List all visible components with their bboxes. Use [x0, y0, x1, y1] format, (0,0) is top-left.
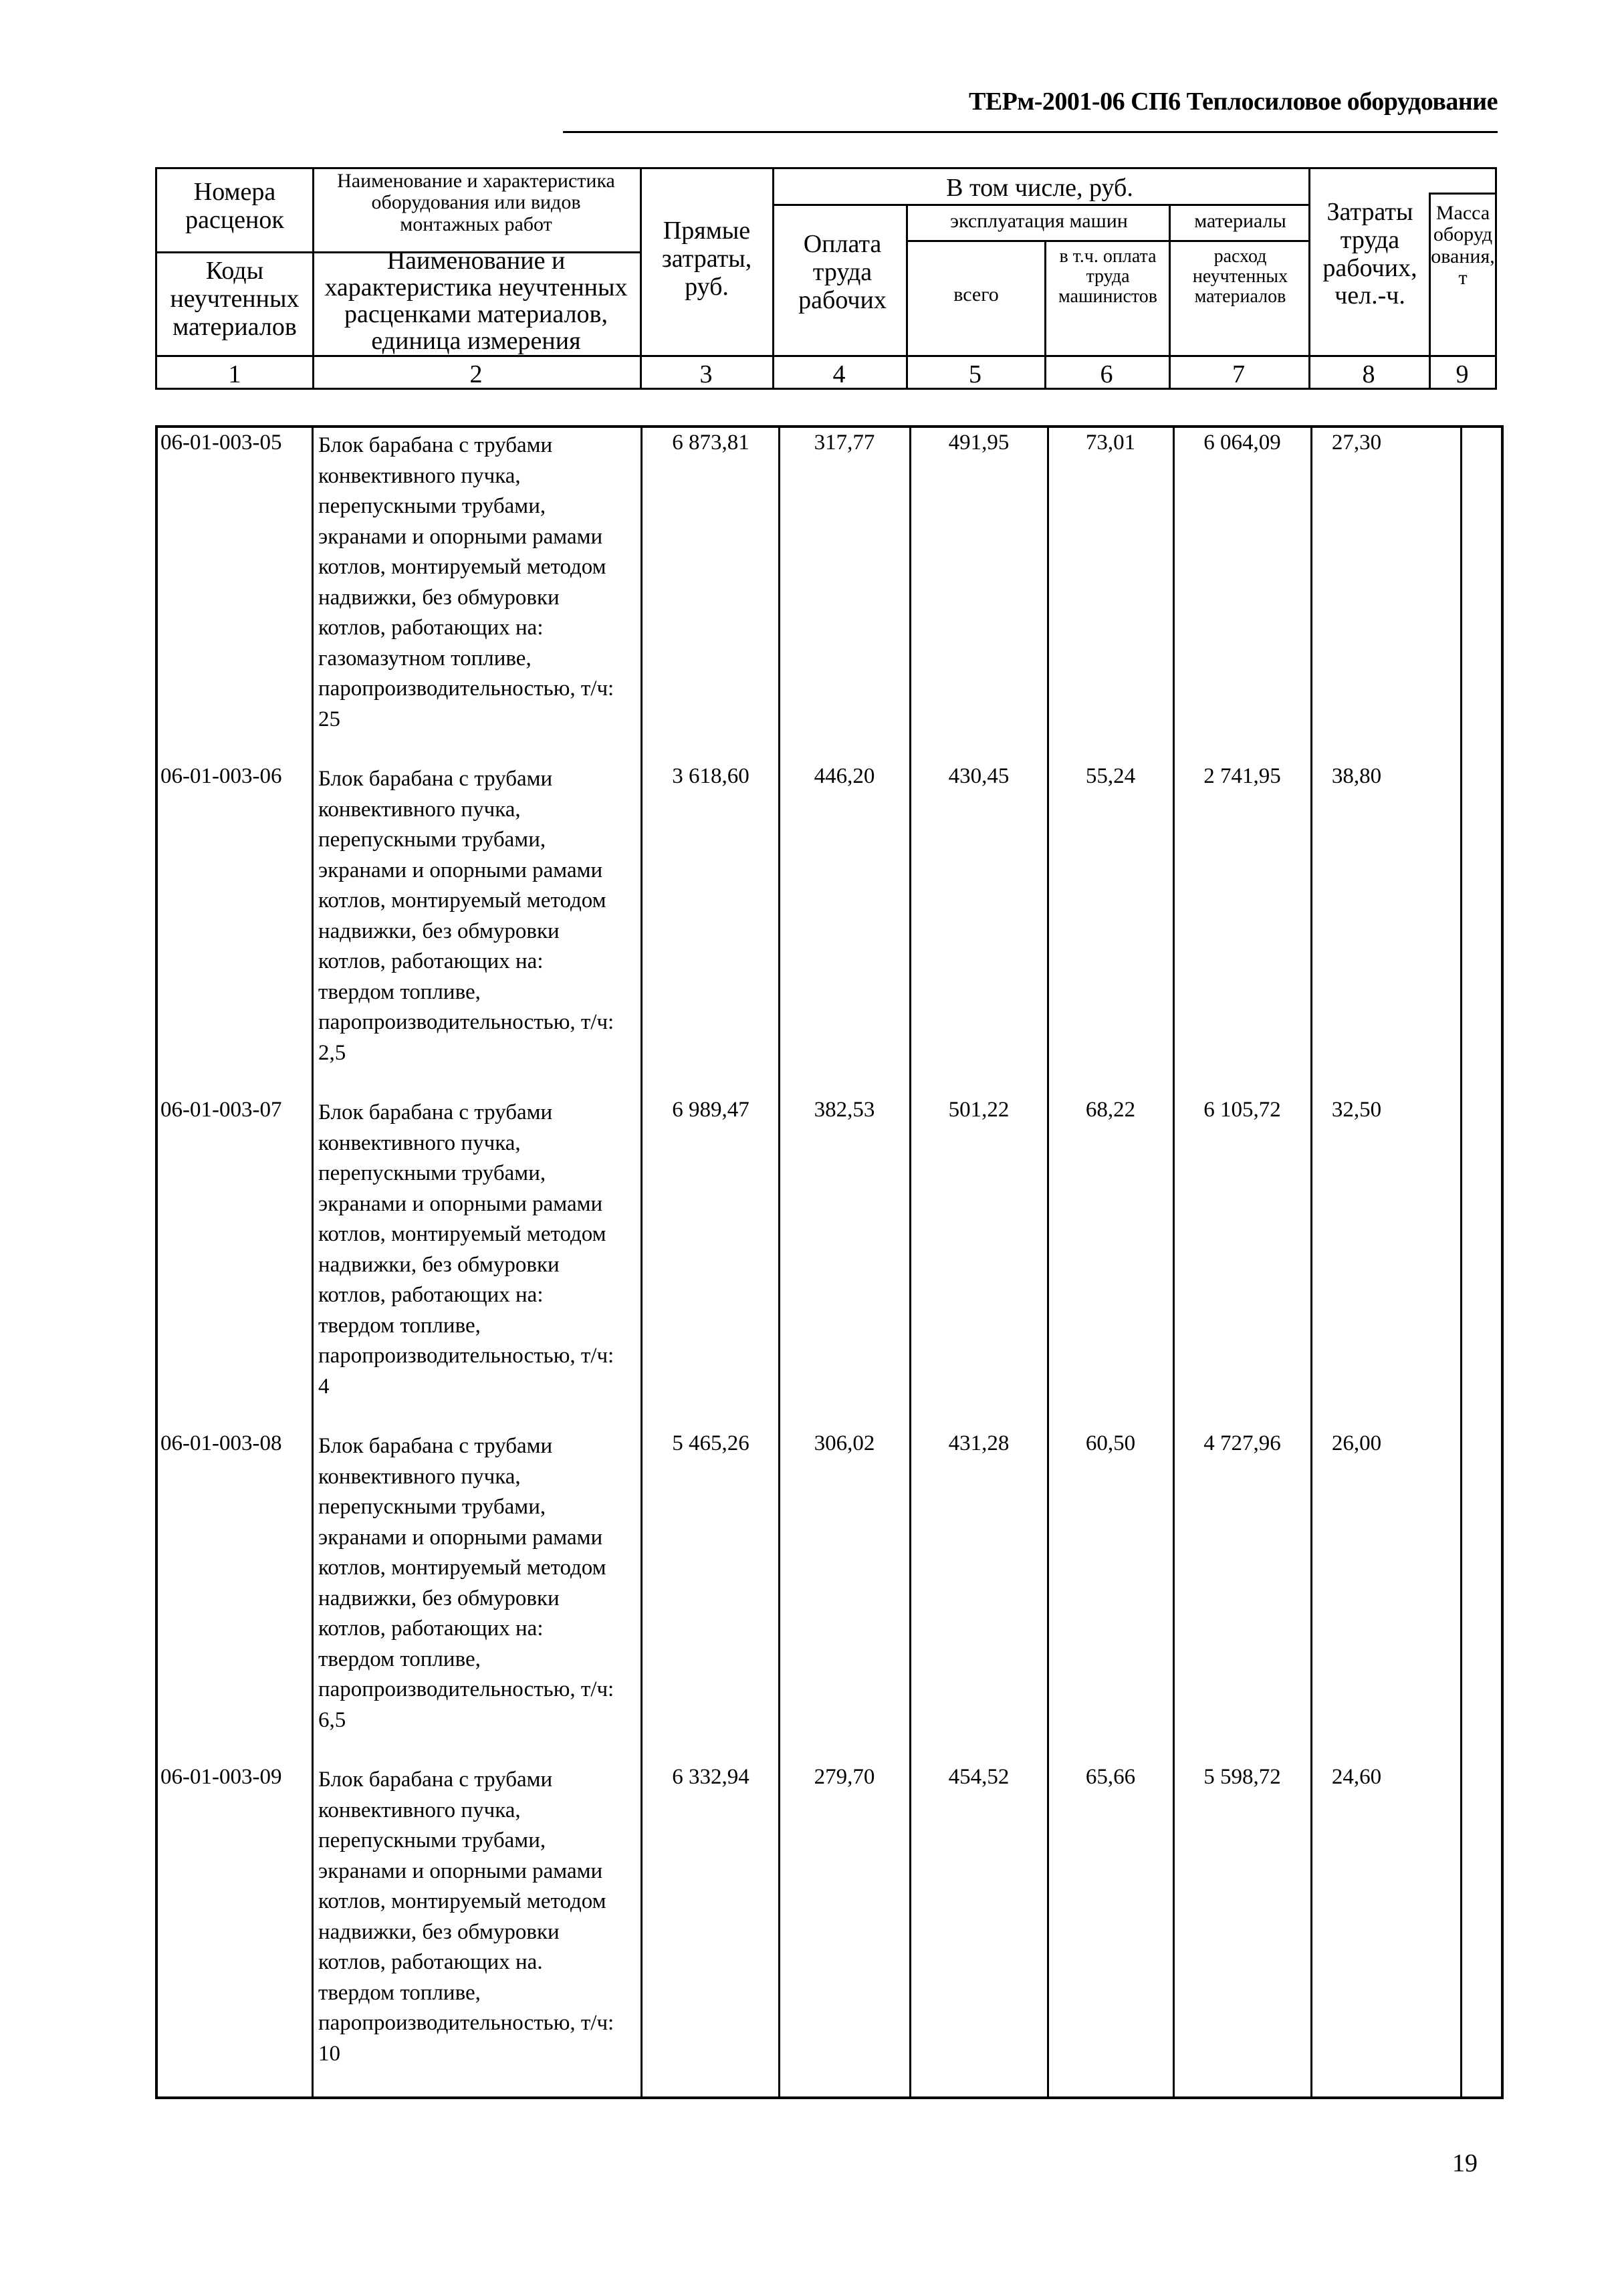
col-number-7: 7: [1232, 360, 1245, 388]
rate-code: 06-01-003-07: [160, 1098, 282, 1122]
description-line: экранами и опорными рамами: [318, 1858, 603, 1883]
rates-table: [155, 425, 1504, 2099]
col8-label: Затраты труда рабочих, чел.-ч.: [1322, 198, 1417, 310]
description-line: котлов, монтируемый методом: [318, 555, 606, 579]
description-line: паропроизводительностью, т/ч:: [318, 2011, 614, 2035]
description-line: экранами и опорными рамами: [318, 1525, 603, 1550]
description-line: надвижки, без обмуровки: [318, 919, 560, 943]
description-line: паропроизводительностью, т/ч:: [318, 1010, 614, 1034]
description-line: экранами и опорными рамами: [318, 524, 603, 549]
description-line: надвижки, без обмуровки: [318, 1919, 560, 1944]
description-line: Блок барабана с трубами: [318, 1434, 553, 1458]
col-number-4: 4: [832, 360, 846, 388]
col7-label: расход неучтенных материалов: [1192, 246, 1288, 308]
rate-code: 06-01-003-06: [160, 764, 282, 788]
value-machinists: 60,50: [1085, 1431, 1136, 1455]
rate-description: [318, 764, 806, 1068]
description-line: экранами и опорными рамами: [318, 858, 603, 882]
machines-label: эксплуатация машин: [950, 210, 1128, 232]
col2-bottom-label: Наименование и характеристика неучтенных расценками материалов, единица измерения: [324, 247, 628, 355]
value-labor: 446,20: [814, 764, 875, 788]
col5-label: всего: [953, 283, 999, 306]
value-machines-total: 491,95: [948, 431, 1010, 455]
value-labor: 279,70: [814, 1765, 875, 1789]
value-materials: 4 727,96: [1203, 1431, 1281, 1455]
description-line: котлов, работающих на:: [318, 949, 544, 973]
value-direct: 6 873,81: [672, 431, 749, 455]
group-label: В том числе, руб.: [946, 174, 1133, 202]
col-number-9: 9: [1456, 360, 1469, 388]
table-header: [155, 167, 1497, 390]
col-number-5: 5: [969, 360, 981, 388]
value-labor: 317,77: [814, 431, 875, 455]
description-line: котлов, монтируемый методом: [318, 1222, 606, 1246]
page-number: 19: [1452, 2149, 1478, 2177]
description-line: котлов, работающих на:: [318, 1283, 544, 1307]
description-line: котлов, работающих на.: [318, 1950, 543, 1974]
col2-top-label: Наименование и характеристика оборудования или видов монтажных работ: [337, 170, 615, 235]
value-hours: 38,80: [1331, 764, 1382, 788]
col6-label: в т.ч. оплата труда машинистов: [1058, 246, 1157, 308]
rate-description: [318, 431, 806, 735]
description-line: перепускными трубами,: [318, 828, 546, 852]
value-hours: 26,00: [1331, 1431, 1382, 1455]
value-machines-total: 430,45: [948, 764, 1010, 788]
rate-code: 06-01-003-05: [160, 431, 282, 455]
value-direct: 3 618,60: [672, 764, 749, 788]
value-labor: 382,53: [814, 1098, 875, 1122]
description-line: перепускными трубами,: [318, 494, 546, 518]
description-line: котлов, монтируемый методом: [318, 1556, 606, 1580]
description-line: твердом топливе,: [318, 1980, 481, 2005]
value-materials: 5 598,72: [1203, 1765, 1281, 1789]
rate-description: [318, 1431, 806, 1735]
description-line: твердом топливе,: [318, 1313, 481, 1338]
title-rule: [563, 131, 1498, 133]
value-hours: 24,60: [1331, 1765, 1382, 1789]
materials-label: материалы: [1194, 210, 1286, 232]
description-line: конвективного пучка,: [318, 463, 521, 488]
description-line: перепускными трубами,: [318, 1828, 546, 1852]
description-line: конвективного пучка,: [318, 1464, 521, 1489]
value-hours: 32,50: [1331, 1098, 1382, 1122]
value-machinists: 55,24: [1085, 764, 1136, 788]
value-machines-total: 501,22: [948, 1098, 1010, 1122]
value-machines-total: 431,28: [948, 1431, 1010, 1455]
rate-description: [318, 1765, 806, 2069]
description-line: надвижки, без обмуровки: [318, 1252, 560, 1277]
document-title: ТЕРм-2001-06 СП6 Теплосиловое оборудование: [968, 88, 1498, 116]
col9-label: Масса оборудования, т: [1431, 202, 1495, 289]
value-machinists: 68,22: [1085, 1098, 1136, 1122]
description-line: паропроизводительностью, т/ч:: [318, 677, 614, 701]
value-machinists: 73,01: [1085, 431, 1136, 455]
col-number-1: 1: [228, 360, 241, 388]
description-line: Блок барабана с трубами: [318, 767, 553, 791]
col3-label: Прямые затраты, руб.: [661, 217, 752, 301]
description-line: 10: [318, 2041, 340, 2066]
rate-code: 06-01-003-08: [160, 1431, 282, 1455]
description-line: твердом топливе,: [318, 1647, 481, 1671]
description-line: котлов, монтируемый методом: [318, 1889, 606, 1913]
description-line: перепускными трубами,: [318, 1495, 546, 1519]
description-line: Блок барабана с трубами: [318, 433, 553, 457]
value-machines-total: 454,52: [948, 1765, 1010, 1789]
description-line: перепускными трубами,: [318, 1161, 546, 1185]
col1-top-label: Номера расценок: [185, 178, 284, 234]
description-line: котлов, работающих на:: [318, 1616, 544, 1641]
description-line: паропроизводительностью, т/ч:: [318, 1344, 614, 1368]
description-line: 25: [318, 707, 340, 731]
value-machinists: 65,66: [1085, 1765, 1136, 1789]
col4-label: Оплата труда рабочих: [798, 230, 887, 314]
value-labor: 306,02: [814, 1431, 875, 1455]
description-line: конвективного пучка,: [318, 797, 521, 822]
value-materials: 6 105,72: [1203, 1098, 1281, 1122]
value-materials: 2 741,95: [1203, 764, 1281, 788]
rate-description: [318, 1098, 806, 1402]
description-line: надвижки, без обмуровки: [318, 1586, 560, 1610]
description-line: 2,5: [318, 1040, 346, 1065]
col-number-3: 3: [699, 360, 713, 388]
value-direct: 6 989,47: [672, 1098, 749, 1122]
col-number-2: 2: [469, 360, 483, 388]
description-line: газомазутном топливе,: [318, 646, 532, 671]
description-line: котлов, работающих на:: [318, 616, 544, 640]
col-number-6: 6: [1100, 360, 1113, 388]
description-line: 4: [318, 1374, 330, 1399]
description-line: Блок барабана с трубами: [318, 1100, 553, 1124]
description-line: конвективного пучка,: [318, 1130, 521, 1155]
value-materials: 6 064,09: [1203, 431, 1281, 455]
description-line: котлов, монтируемый методом: [318, 888, 606, 913]
value-direct: 6 332,94: [672, 1765, 749, 1789]
description-line: конвективного пучка,: [318, 1798, 521, 1822]
col-number-8: 8: [1362, 360, 1375, 388]
description-line: Блок барабана с трубами: [318, 1768, 553, 1792]
description-line: экранами и опорными рамами: [318, 1191, 603, 1216]
col1-bottom-label: Коды неучтенных материалов: [170, 257, 300, 341]
value-direct: 5 465,26: [672, 1431, 749, 1455]
description-line: твердом топливе,: [318, 979, 481, 1004]
description-line: паропроизводительностью, т/ч:: [318, 1677, 614, 1701]
description-line: надвижки, без обмуровки: [318, 585, 560, 610]
value-hours: 27,30: [1331, 431, 1382, 455]
rate-code: 06-01-003-09: [160, 1765, 282, 1789]
description-line: 6,5: [318, 1707, 346, 1732]
